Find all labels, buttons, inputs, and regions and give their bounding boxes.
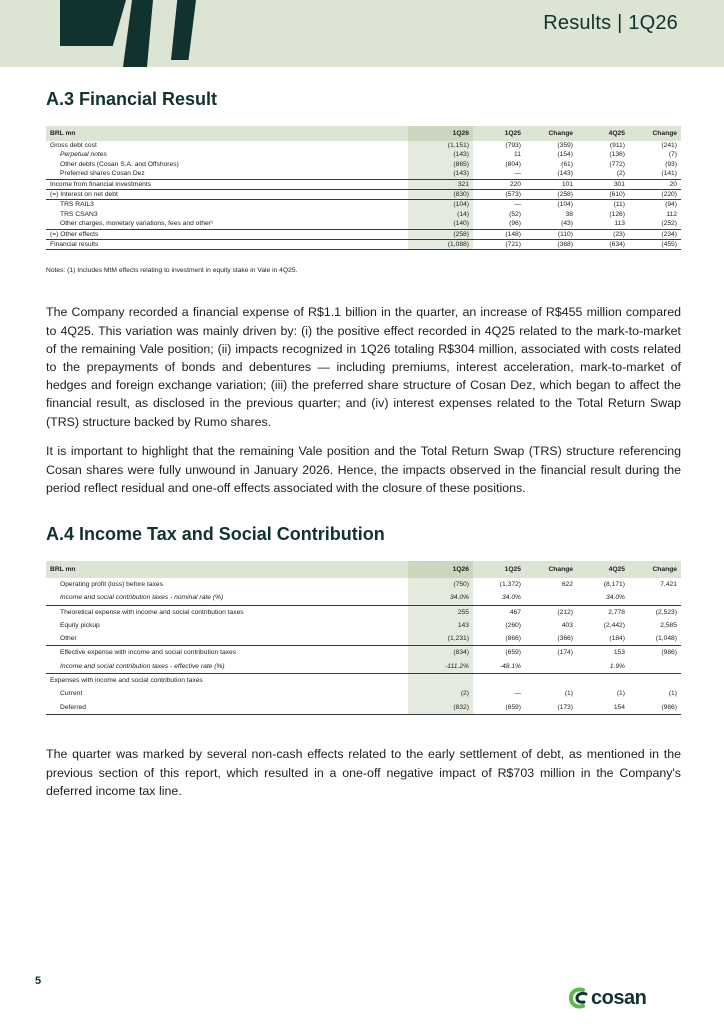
table-row [46, 591, 681, 605]
cell-value: (110) [525, 229, 577, 239]
cell-value: 220 [473, 179, 525, 189]
cell-value: (52) [509, 210, 521, 218]
cell-value: (1,088) [408, 240, 473, 250]
cell-value: (366) [525, 632, 577, 646]
cell-value: 11 [514, 151, 521, 159]
table-row [46, 150, 681, 159]
cell-value: (659) [473, 701, 525, 715]
paragraph: The quarter was marked by several non-cash effects related to the early settlement of debt, as mentioned in the previous section of this report, which resulted in a one-off negative impact of R$703 million in the Company's deferred income tax line. [46, 747, 681, 798]
cell-value: (126) [609, 210, 625, 218]
cell-value: (573) [473, 190, 525, 200]
cell-value: 1.9% [577, 660, 629, 674]
row-label: Perpetual notes [60, 151, 107, 159]
cell-value [473, 674, 525, 688]
cell-value: -48.1% [473, 660, 525, 674]
cell-value: 34.0% [473, 591, 525, 605]
cell-value: (359) [557, 142, 573, 149]
column-header: Change [548, 130, 573, 137]
cell-value: (94) [665, 201, 677, 209]
cell-value: (104) [408, 200, 473, 210]
cell-value: (104) [557, 201, 573, 209]
cell-value: 301 [577, 179, 629, 189]
row-label: Other charges, monetary variations, fees and other¹ [46, 219, 408, 229]
cell-value: (141) [629, 169, 681, 179]
row-label: Financial results [46, 240, 408, 250]
column-header: 4Q25 [608, 566, 625, 573]
cell-value: 2,778 [608, 608, 625, 616]
row-label: TRS RAIL3 [60, 201, 94, 209]
cosan-logo-icon [568, 986, 590, 1010]
cell-value: 7,421 [660, 581, 677, 588]
cell-value: (11) [613, 201, 625, 209]
row-label: Preferred shares Cosan Dez [46, 169, 408, 179]
column-header: 1Q25 [504, 566, 521, 573]
row-label: Current [60, 690, 83, 698]
row-label: Other debts (Cosan S.A. and Offshores) [60, 160, 179, 168]
cell-value: 143 [408, 619, 473, 632]
section-title-income-tax: A.4 Income Tax and Social Contribution [46, 524, 385, 544]
table-row [46, 632, 681, 646]
cell-value: (93) [665, 160, 677, 168]
cell-value: (1) [616, 690, 625, 698]
table-row [46, 210, 681, 219]
cell-value: (986) [661, 649, 677, 657]
cell-value: (140) [408, 219, 473, 229]
cell-value: (1) [564, 690, 573, 698]
cell-value: (14) [408, 210, 473, 219]
page-header [0, 0, 724, 67]
row-label: (=) Other effects [46, 229, 408, 239]
paragraph: The Company recorded a financial expense of R$1.1 billion in the quarter, an increase of R$455 million compared to 4Q25. This variation was mainly driven by: (i) the positive effect recorded in 4Q25 related to the mark-to-market of the remaining Vale position; (ii) impacts recognized in 1Q26 totaling R$304 million, associated with costs related to the prepayments of bonds and debentures — including premiums, interest acceleration, mark-to-market of hedges and foreign exchange variation; (iii) the preferred share structure of Cosan Dez, which began to affect the financial result, as disclosed in the previous quarter; and (iv) interest expenses related to the Total Return Swap (TRS) structure backed by Rumo shares. [46, 305, 681, 429]
cell-value [408, 674, 473, 688]
table-row [46, 578, 681, 591]
cell-value [577, 674, 629, 688]
cell-value [629, 674, 681, 688]
row-label: Other [46, 632, 408, 646]
cell-value: 622 [561, 581, 573, 588]
cell-value: (23) [577, 229, 629, 239]
cell-value: 101 [525, 179, 577, 189]
cell-value: (804) [505, 160, 521, 168]
cell-value: (96) [473, 219, 525, 229]
cell-value: (832) [408, 701, 473, 715]
report-title: Results | 1Q26 [543, 12, 678, 34]
cell-value: (258) [525, 190, 577, 200]
cell-value: 34.0% [408, 591, 473, 605]
cell-value: (220) [629, 190, 681, 200]
cell-value: (136) [609, 151, 625, 159]
cell-value: (865) [408, 160, 473, 169]
cosan-logo-text: cosan [591, 986, 647, 1009]
cell-value: (455) [629, 240, 681, 250]
cell-value: (1,151) [408, 141, 473, 150]
table-row [46, 160, 681, 169]
table-row [46, 605, 681, 619]
cell-value: (834) [408, 646, 473, 660]
cell-value: (2,523) [655, 608, 677, 616]
cell-value: 321 [408, 179, 473, 189]
cell-value: 113 [577, 219, 629, 229]
cell-value [629, 660, 681, 674]
cell-value: (154) [557, 151, 573, 159]
cell-value: -111.2% [408, 660, 473, 674]
cell-value [525, 591, 577, 605]
header-decoration [60, 0, 126, 46]
header-decoration [171, 0, 196, 60]
cell-value: (772) [609, 160, 625, 168]
table-row [46, 646, 681, 660]
cell-value: (2) [408, 687, 473, 700]
cell-value: (234) [629, 229, 681, 239]
row-label: TRS CSAN3 [60, 210, 98, 218]
cell-value: (610) [577, 190, 629, 200]
cell-value: 255 [408, 605, 473, 619]
row-label: Gross debt cost [50, 142, 97, 149]
column-header: 4Q25 [608, 130, 625, 137]
cell-value: (986) [629, 701, 681, 715]
column-header: 1Q26 [408, 561, 473, 578]
column-header: BRL mn [50, 130, 76, 137]
table-row [46, 229, 681, 239]
income-tax-table [46, 561, 681, 715]
column-header: Change [652, 566, 677, 573]
cell-value: (1,231) [408, 632, 473, 646]
cell-value: 153 [613, 649, 625, 657]
cell-value: (143) [525, 169, 577, 179]
column-header: Change [652, 130, 677, 137]
cell-value: (241) [661, 142, 677, 149]
row-label: Deferred [46, 701, 408, 715]
cell-value: (252) [629, 219, 681, 229]
cell-value: (43) [525, 219, 577, 229]
paragraph: It is important to highlight that the remaining Vale position and the Total Return Swap (TRS) structure referencing Cosan shares were fully unwound in January 2026. Hence, the impacts observed in the financial result during the period reflect residual and one-off effects associated with the closure of these positions. [46, 444, 681, 495]
table-row [46, 674, 681, 688]
table-row [46, 660, 681, 674]
cell-value: (721) [473, 240, 525, 250]
table-row [46, 219, 681, 229]
row-label: Operating profit (loss) before taxes [60, 581, 163, 588]
cell-value: (148) [473, 229, 525, 239]
row-label: Income and social contribution taxes - effective rate (%) [46, 660, 408, 674]
cosan-logo [568, 983, 646, 1013]
cell-value: (174) [557, 649, 573, 657]
row-label: Income and social contribution taxes - nominal rate (%) [46, 591, 408, 605]
cell-value: — [514, 690, 521, 698]
cell-value: (911) [609, 142, 625, 149]
cell-value: (212) [557, 608, 573, 616]
cell-value: 154 [577, 701, 629, 715]
cell-value: 2,585 [660, 621, 677, 629]
row-label: Equity pickup [60, 621, 100, 629]
row-label: Income from financial investments [46, 179, 408, 189]
table-note: Notes: (1) Includes MtM effects relating to investment in equity stake in Vale in 4Q25. [46, 267, 298, 274]
table-row [46, 701, 681, 715]
table-row [46, 240, 681, 250]
cell-value: (830) [408, 190, 473, 200]
table-row [46, 200, 681, 210]
column-header: Change [548, 566, 573, 573]
cell-value: (634) [577, 240, 629, 250]
cell-value: (1,372) [499, 581, 521, 588]
cell-value: 38 [565, 210, 573, 218]
header-decoration [123, 0, 153, 67]
cell-value: (368) [525, 240, 577, 250]
cell-value: 467 [509, 608, 521, 616]
table-row [46, 190, 681, 200]
table-row [46, 179, 681, 189]
cell-value: (61) [561, 160, 573, 168]
cell-value: (866) [473, 632, 525, 646]
section-title-financial-result: A.3 Financial Result [46, 89, 218, 109]
table-row [46, 141, 681, 150]
table-row [46, 687, 681, 700]
row-label: Theoretical expense with income and social contribution taxes [60, 608, 244, 616]
cell-value: (173) [525, 701, 577, 715]
cell-value [629, 591, 681, 605]
column-header: 1Q26 [408, 126, 473, 141]
cell-value: (2,442) [603, 621, 625, 629]
column-header: BRL mn [50, 566, 76, 573]
cell-value: 34.0% [577, 591, 629, 605]
cell-value: (184) [577, 632, 629, 646]
cell-value: (8,171) [603, 581, 625, 588]
cell-value: (1,048) [629, 632, 681, 646]
cell-value: — [473, 169, 525, 179]
cell-value: 403 [561, 621, 573, 629]
cell-value: (7) [668, 151, 677, 159]
column-header: 1Q25 [504, 130, 521, 137]
table-header-row [46, 561, 681, 578]
cell-value: (793) [505, 142, 521, 149]
cell-value: (2) [577, 169, 629, 179]
cell-value: (143) [408, 150, 473, 159]
financial-result-table [46, 126, 681, 250]
cell-value: (659) [505, 649, 521, 657]
cell-value: (143) [408, 169, 473, 179]
cell-value [525, 660, 577, 674]
table-row [46, 619, 681, 632]
cell-value: 20 [629, 179, 681, 189]
page-number: 5 [35, 975, 42, 987]
row-label: Effective expense with income and social contribution taxes [60, 649, 237, 657]
table-row [46, 169, 681, 179]
table-header-row [46, 126, 681, 141]
row-label: (=) Interest on net debt [46, 190, 408, 200]
row-label: Expenses with income and social contribution taxes [50, 677, 203, 685]
cell-value: (260) [505, 621, 521, 629]
cell-value: 112 [666, 210, 677, 218]
cell-value: — [514, 201, 521, 209]
cell-value: (750) [408, 578, 473, 591]
cell-value: (1) [668, 690, 677, 698]
cell-value: (258) [408, 229, 473, 239]
cell-value [525, 674, 577, 688]
